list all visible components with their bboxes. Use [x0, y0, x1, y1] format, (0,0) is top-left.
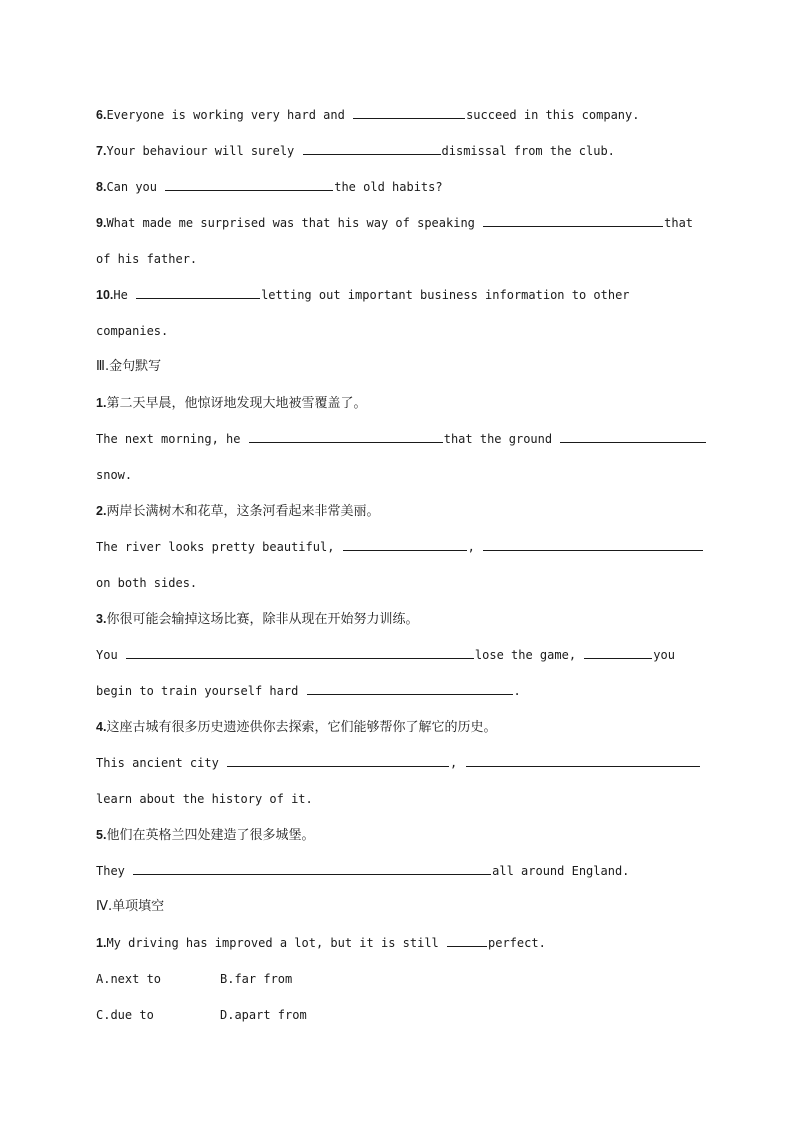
answer-blank[interactable]: [560, 430, 706, 443]
sentence-1-english: [96, 430, 707, 448]
section-3-heading: Ⅲ.金句默写: [96, 359, 162, 374]
question-number: 8.: [96, 180, 107, 194]
answer-blank[interactable]: [483, 538, 703, 551]
english-text: lose the game,: [474, 648, 584, 662]
question-text: My driving has improved a lot, but it is still: [106, 936, 446, 950]
sentence-3-chinese: [96, 610, 418, 629]
question-10-continuation: companies.: [96, 324, 169, 338]
sentence-1-continuation: snow.: [96, 468, 133, 482]
answer-blank[interactable]: [227, 754, 449, 767]
option-text: next to: [110, 972, 162, 986]
question-text: the old habits?: [334, 180, 443, 194]
chinese-prompt: 他们在英格兰四处建造了很多城堡。: [106, 828, 315, 843]
question-text: He: [113, 288, 136, 302]
answer-blank[interactable]: [343, 538, 467, 551]
chinese-prompt: 两岸长满树木和花草，这条河看起来非常美丽。: [106, 504, 380, 519]
english-text: They: [96, 864, 133, 878]
question-text: dismissal from the club.: [441, 144, 615, 158]
sentence-1-chinese: [96, 394, 366, 413]
question-text: that: [664, 216, 694, 230]
answer-blank[interactable]: [303, 142, 441, 155]
answer-blank[interactable]: [447, 934, 487, 947]
english-text: that the ground: [443, 432, 560, 446]
option-label: A.: [96, 972, 111, 986]
question-9: [96, 214, 693, 232]
english-text: You: [96, 648, 125, 662]
question-number: 9.: [96, 216, 107, 230]
english-text: ,: [467, 540, 483, 554]
answer-blank[interactable]: [584, 646, 652, 659]
question-8: [96, 178, 443, 196]
english-text: The next morning, he: [96, 432, 248, 446]
sentence-4-english: [96, 754, 701, 772]
sentence-3-english-line-2: [96, 682, 521, 700]
question-number: 3.: [96, 612, 107, 626]
english-text: ,: [450, 756, 465, 770]
chinese-prompt: 你很可能会输掉这场比赛，除非从现在开始努力训练。: [106, 612, 419, 627]
sentence-4-chinese: [96, 718, 496, 737]
sentence-4-continuation: learn about the history of it.: [96, 792, 313, 806]
option-text: due to: [110, 1008, 154, 1022]
english-text: all around England.: [492, 864, 630, 878]
answer-blank[interactable]: [466, 754, 700, 767]
question-number: 10.: [96, 288, 114, 302]
question-text: Your behaviour will surely: [106, 144, 302, 158]
question-number: 6.: [96, 108, 107, 122]
sentence-2-continuation: on both sides.: [96, 576, 198, 590]
answer-blank[interactable]: [307, 682, 513, 695]
question-text: perfect.: [488, 936, 546, 950]
sentence-5-chinese: [96, 826, 314, 845]
sentence-5-english: [96, 862, 629, 880]
english-text: This ancient city: [96, 756, 227, 770]
question-text: letting out important business information to other: [261, 288, 630, 302]
sentence-2-chinese: [96, 502, 379, 521]
answer-blank[interactable]: [353, 106, 465, 119]
question-text: Everyone is working very hard and: [106, 108, 353, 122]
question-7: [96, 142, 615, 160]
question-number: 7.: [96, 144, 107, 158]
question-10: [96, 286, 630, 304]
chinese-prompt: 第二天早晨，他惊讶地发现大地被雪覆盖了。: [106, 396, 367, 411]
option-b[interactable]: [220, 970, 292, 988]
english-text: begin to train yourself hard: [96, 684, 306, 698]
question-number: 5.: [96, 828, 107, 842]
question-number: 1.: [96, 936, 107, 950]
answer-blank[interactable]: [136, 286, 260, 299]
mcq-1: [96, 934, 546, 952]
chinese-prompt: 这座古城有很多历史遗迹供你去探索，它们能够帮你了解它的历史。: [106, 720, 497, 735]
question-9-continuation: of his father.: [96, 252, 198, 266]
question-text: Can you: [106, 180, 165, 194]
answer-blank[interactable]: [133, 862, 491, 875]
answer-blank[interactable]: [126, 646, 474, 659]
option-text: far from: [234, 972, 293, 986]
option-label: B.: [220, 972, 235, 986]
option-label: C.: [96, 1008, 111, 1022]
sentence-3-english: [96, 646, 675, 664]
question-number: 2.: [96, 504, 107, 518]
option-c[interactable]: [96, 1006, 154, 1024]
sentence-2-english: [96, 538, 704, 556]
question-6: [96, 106, 639, 124]
answer-blank[interactable]: [483, 214, 663, 227]
answer-blank[interactable]: [165, 178, 333, 191]
option-d[interactable]: [220, 1006, 307, 1024]
section-4-heading: Ⅳ.单项填空: [96, 899, 165, 914]
question-text: What made me surprised was that his way of speaking: [106, 216, 483, 230]
english-text: The river looks pretty beautiful,: [96, 540, 342, 554]
option-a[interactable]: [96, 970, 161, 988]
question-text: succeed in this company.: [466, 108, 640, 122]
english-text: you: [653, 648, 675, 662]
question-number: 4.: [96, 720, 107, 734]
option-text: apart from: [234, 1008, 307, 1022]
question-number: 1.: [96, 396, 107, 410]
option-label: D.: [220, 1008, 235, 1022]
english-text: .: [513, 684, 521, 698]
answer-blank[interactable]: [249, 430, 443, 443]
